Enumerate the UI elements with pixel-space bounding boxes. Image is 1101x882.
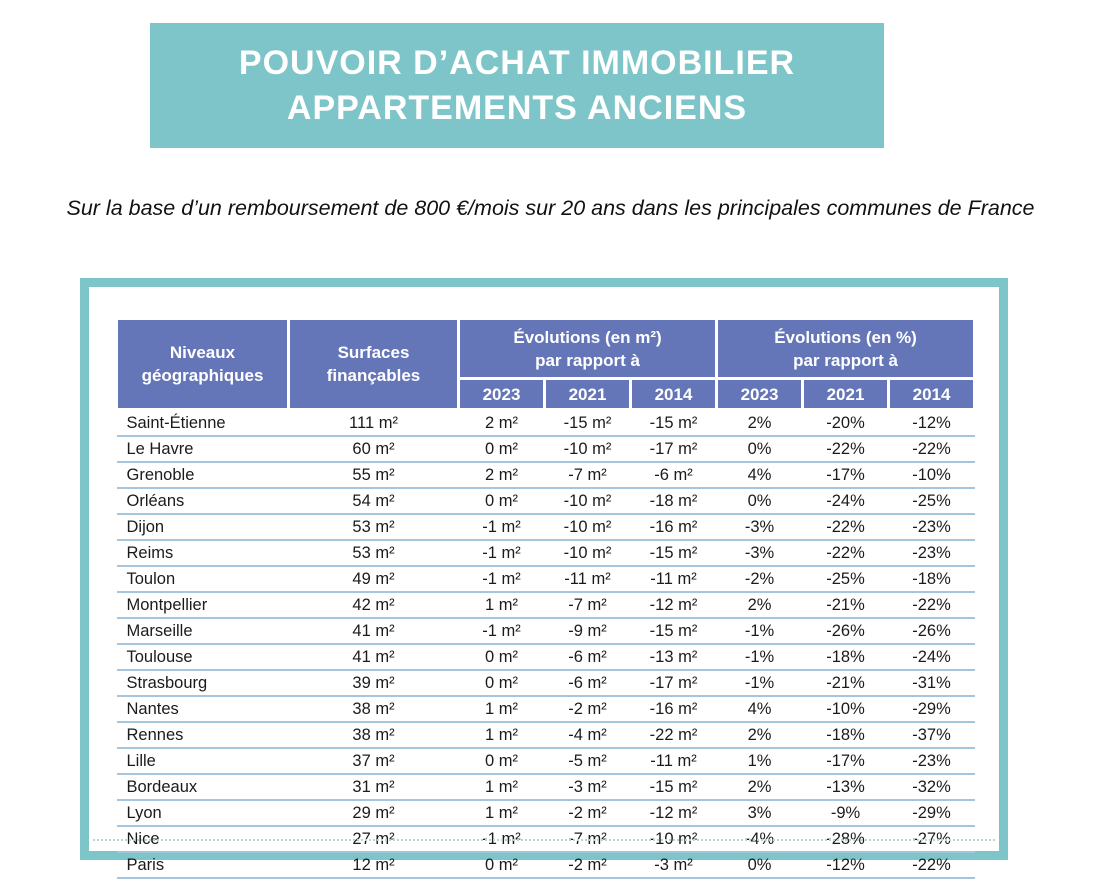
surface-cell: 38 m² — [289, 696, 459, 722]
evolution-pct-cell: -22% — [889, 436, 975, 462]
evolution-pct-cell: -24% — [889, 644, 975, 670]
surface-cell: 60 m² — [289, 436, 459, 462]
evolution-m2-cell: 0 m² — [459, 488, 545, 514]
evolution-m2-cell: -3 m² — [545, 774, 631, 800]
evolution-m2-cell: -13 m² — [631, 644, 717, 670]
evolution-m2-cell: -12 m² — [631, 800, 717, 826]
surface-cell: 31 m² — [289, 774, 459, 800]
evolution-pct-cell: -25% — [889, 488, 975, 514]
city-cell: Reims — [117, 540, 289, 566]
surface-cell: 55 m² — [289, 462, 459, 488]
table-row — [117, 514, 975, 540]
evolution-pct-cell: 0% — [717, 852, 803, 878]
evolution-pct-cell: -24% — [803, 488, 889, 514]
surface-cell: 38 m² — [289, 722, 459, 748]
evolution-pct-cell: 4% — [717, 696, 803, 722]
city-cell: Rennes — [117, 722, 289, 748]
table-row — [117, 800, 975, 826]
city-cell: Marseille — [117, 618, 289, 644]
city-cell: Le Havre — [117, 436, 289, 462]
table-body — [117, 410, 975, 879]
table-row — [117, 540, 975, 566]
evolution-m2-cell: -6 m² — [545, 670, 631, 696]
table-row — [117, 592, 975, 618]
evolution-pct-cell: 0% — [717, 488, 803, 514]
surface-cell: 53 m² — [289, 514, 459, 540]
evolution-m2-cell: -17 m² — [631, 670, 717, 696]
surface-cell: 111 m² — [289, 410, 459, 437]
evolution-m2-cell: -11 m² — [631, 566, 717, 592]
evolution-m2-cell: -7 m² — [545, 592, 631, 618]
evolution-m2-cell: 2 m² — [459, 410, 545, 437]
city-cell: Strasbourg — [117, 670, 289, 696]
header-evolutions-pct-line1: Évolutions (en %) — [774, 327, 917, 347]
evolution-m2-cell: 0 m² — [459, 852, 545, 878]
evolution-pct-cell: 2% — [717, 774, 803, 800]
evolution-pct-cell: 1% — [717, 748, 803, 774]
header-evolutions-m2-line1: Évolutions (en m²) — [513, 327, 662, 347]
header-surface: Surfaces finançables — [289, 319, 459, 410]
evolution-m2-cell: -10 m² — [545, 488, 631, 514]
table-row — [117, 774, 975, 800]
evolution-pct-cell: -22% — [803, 514, 889, 540]
evolution-m2-cell: -15 m² — [631, 540, 717, 566]
surface-cell: 54 m² — [289, 488, 459, 514]
evolution-m2-cell: -10 m² — [631, 826, 717, 852]
surface-cell: 37 m² — [289, 748, 459, 774]
evolution-pct-cell: 4% — [717, 462, 803, 488]
evolution-pct-cell: -3% — [717, 514, 803, 540]
evolution-pct-cell: -22% — [889, 592, 975, 618]
evolution-pct-cell: -23% — [889, 514, 975, 540]
header-evolutions-pct — [717, 319, 975, 379]
evolution-pct-cell: -25% — [803, 566, 889, 592]
evolution-pct-cell: -9% — [803, 800, 889, 826]
surface-cell: 49 m² — [289, 566, 459, 592]
evolution-m2-cell: -22 m² — [631, 722, 717, 748]
header-evolutions-m2-line2: par rapport à — [535, 350, 640, 370]
surface-cell: 27 m² — [289, 826, 459, 852]
evolution-m2-cell: -12 m² — [631, 592, 717, 618]
evolution-m2-cell: 0 m² — [459, 748, 545, 774]
evolution-pct-cell: -31% — [889, 670, 975, 696]
surface-cell: 42 m² — [289, 592, 459, 618]
evolution-m2-cell: -1 m² — [459, 566, 545, 592]
evolution-pct-cell: -22% — [889, 852, 975, 878]
evolution-pct-cell: 2% — [717, 410, 803, 437]
evolution-m2-cell: -11 m² — [631, 748, 717, 774]
table-row — [117, 566, 975, 592]
evolution-m2-cell: -6 m² — [545, 644, 631, 670]
subtitle: Sur la base d’un remboursement de 800 €/mois sur 20 ans dans les principales communes de France — [66, 196, 1035, 220]
evolution-m2-cell: -1 m² — [459, 826, 545, 852]
evolution-m2-cell: 2 m² — [459, 462, 545, 488]
evolution-m2-cell: -10 m² — [545, 436, 631, 462]
city-cell: Bordeaux — [117, 774, 289, 800]
city-cell: Lyon — [117, 800, 289, 826]
table-row — [117, 696, 975, 722]
evolution-pct-cell: -20% — [803, 410, 889, 437]
evolution-pct-cell: -27% — [889, 826, 975, 852]
evolution-pct-cell: -2% — [717, 566, 803, 592]
evolution-m2-cell: -2 m² — [545, 696, 631, 722]
evolution-m2-cell: -15 m² — [631, 774, 717, 800]
table-row — [117, 618, 975, 644]
city-cell: Toulouse — [117, 644, 289, 670]
table-row — [117, 748, 975, 774]
evolution-pct-cell: -21% — [803, 670, 889, 696]
evolution-m2-cell: 1 m² — [459, 722, 545, 748]
evolution-pct-cell: -37% — [889, 722, 975, 748]
evolution-pct-cell: -17% — [803, 748, 889, 774]
evolution-m2-cell: -4 m² — [545, 722, 631, 748]
evolution-pct-cell: -13% — [803, 774, 889, 800]
evolution-pct-cell: -29% — [889, 800, 975, 826]
surface-cell: 12 m² — [289, 852, 459, 878]
city-cell: Paris — [117, 852, 289, 878]
header-year-m2-2023: 2023 — [459, 379, 545, 410]
evolution-m2-cell: -15 m² — [631, 410, 717, 437]
evolution-pct-cell: -17% — [803, 462, 889, 488]
table-row — [117, 852, 975, 878]
table-row — [117, 644, 975, 670]
table-row — [117, 722, 975, 748]
page-title-line2: APPARTEMENTS ANCIENS — [286, 88, 748, 127]
city-cell: Toulon — [117, 566, 289, 592]
city-cell: Nice — [117, 826, 289, 852]
evolution-pct-cell: -21% — [803, 592, 889, 618]
evolution-m2-cell: -1 m² — [459, 514, 545, 540]
evolution-pct-cell: -3% — [717, 540, 803, 566]
evolution-m2-cell: -6 m² — [631, 462, 717, 488]
table-frame — [80, 278, 1008, 874]
header-year-m2-2021: 2021 — [545, 379, 631, 410]
evolution-pct-cell: -1% — [717, 670, 803, 696]
evolution-pct-cell: 3% — [717, 800, 803, 826]
evolution-pct-cell: -22% — [803, 540, 889, 566]
evolution-m2-cell: -18 m² — [631, 488, 717, 514]
evolution-pct-cell: -26% — [889, 618, 975, 644]
surface-cell: 29 m² — [289, 800, 459, 826]
header-evolutions-m2 — [459, 319, 717, 379]
city-cell: Orléans — [117, 488, 289, 514]
evolution-pct-cell: -18% — [803, 644, 889, 670]
evolution-pct-cell: -18% — [803, 722, 889, 748]
evolution-m2-cell: 1 m² — [459, 800, 545, 826]
evolution-pct-cell: -12% — [889, 410, 975, 437]
evolution-m2-cell: -2 m² — [545, 852, 631, 878]
header-year-pct-2014: 2014 — [889, 379, 975, 410]
header-year-pct-2023: 2023 — [717, 379, 803, 410]
evolution-m2-cell: -1 m² — [459, 618, 545, 644]
city-cell: Nantes — [117, 696, 289, 722]
title-banner — [150, 23, 884, 148]
table-row — [117, 462, 975, 488]
evolution-pct-cell: -26% — [803, 618, 889, 644]
evolution-m2-cell: 1 m² — [459, 696, 545, 722]
table-row — [117, 670, 975, 696]
header-geo: Niveaux géographiques — [117, 319, 289, 410]
evolution-pct-cell: -18% — [889, 566, 975, 592]
city-cell: Saint-Étienne — [117, 410, 289, 437]
evolution-pct-cell: -1% — [717, 618, 803, 644]
evolution-m2-cell: -16 m² — [631, 514, 717, 540]
evolution-m2-cell: -9 m² — [545, 618, 631, 644]
evolution-pct-cell: 2% — [717, 592, 803, 618]
page-title-line1: POUVOIR D’ACHAT IMMOBILIER — [238, 43, 796, 82]
evolution-pct-cell: -23% — [889, 540, 975, 566]
table-row — [117, 488, 975, 514]
city-cell: Montpellier — [117, 592, 289, 618]
evolution-pct-cell: -29% — [889, 696, 975, 722]
evolution-m2-cell: -10 m² — [545, 540, 631, 566]
header-evolutions-pct-line2: par rapport à — [793, 350, 898, 370]
purchasing-power-table — [115, 317, 976, 879]
evolution-pct-cell: -28% — [803, 826, 889, 852]
evolution-pct-cell: -22% — [803, 436, 889, 462]
table-row — [117, 410, 975, 437]
evolution-pct-cell: -32% — [889, 774, 975, 800]
header-year-pct-2021: 2021 — [803, 379, 889, 410]
header-year-m2-2014: 2014 — [631, 379, 717, 410]
evolution-m2-cell: -5 m² — [545, 748, 631, 774]
evolution-m2-cell: -15 m² — [545, 410, 631, 437]
evolution-m2-cell: 0 m² — [459, 670, 545, 696]
city-cell: Lille — [117, 748, 289, 774]
evolution-m2-cell: 1 m² — [459, 774, 545, 800]
evolution-m2-cell: -2 m² — [545, 800, 631, 826]
evolution-pct-cell: 0% — [717, 436, 803, 462]
evolution-m2-cell: -16 m² — [631, 696, 717, 722]
evolution-pct-cell: -1% — [717, 644, 803, 670]
evolution-m2-cell: 0 m² — [459, 644, 545, 670]
evolution-m2-cell: 1 m² — [459, 592, 545, 618]
evolution-m2-cell: -17 m² — [631, 436, 717, 462]
city-cell: Dijon — [117, 514, 289, 540]
evolution-m2-cell: -7 m² — [545, 826, 631, 852]
evolution-m2-cell: -15 m² — [631, 618, 717, 644]
evolution-m2-cell: 0 m² — [459, 436, 545, 462]
table-row — [117, 436, 975, 462]
surface-cell: 53 m² — [289, 540, 459, 566]
evolution-pct-cell: -4% — [717, 826, 803, 852]
surface-cell: 41 m² — [289, 618, 459, 644]
surface-cell: 39 m² — [289, 670, 459, 696]
evolution-m2-cell: -11 m² — [545, 566, 631, 592]
evolution-pct-cell: -23% — [889, 748, 975, 774]
evolution-m2-cell: -1 m² — [459, 540, 545, 566]
bottom-dotted-divider — [93, 839, 995, 841]
evolution-pct-cell: -10% — [889, 462, 975, 488]
city-cell: Grenoble — [117, 462, 289, 488]
evolution-m2-cell: -7 m² — [545, 462, 631, 488]
evolution-pct-cell: 2% — [717, 722, 803, 748]
evolution-pct-cell: -12% — [803, 852, 889, 878]
evolution-m2-cell: -10 m² — [545, 514, 631, 540]
surface-cell: 41 m² — [289, 644, 459, 670]
evolution-m2-cell: -3 m² — [631, 852, 717, 878]
evolution-pct-cell: -10% — [803, 696, 889, 722]
